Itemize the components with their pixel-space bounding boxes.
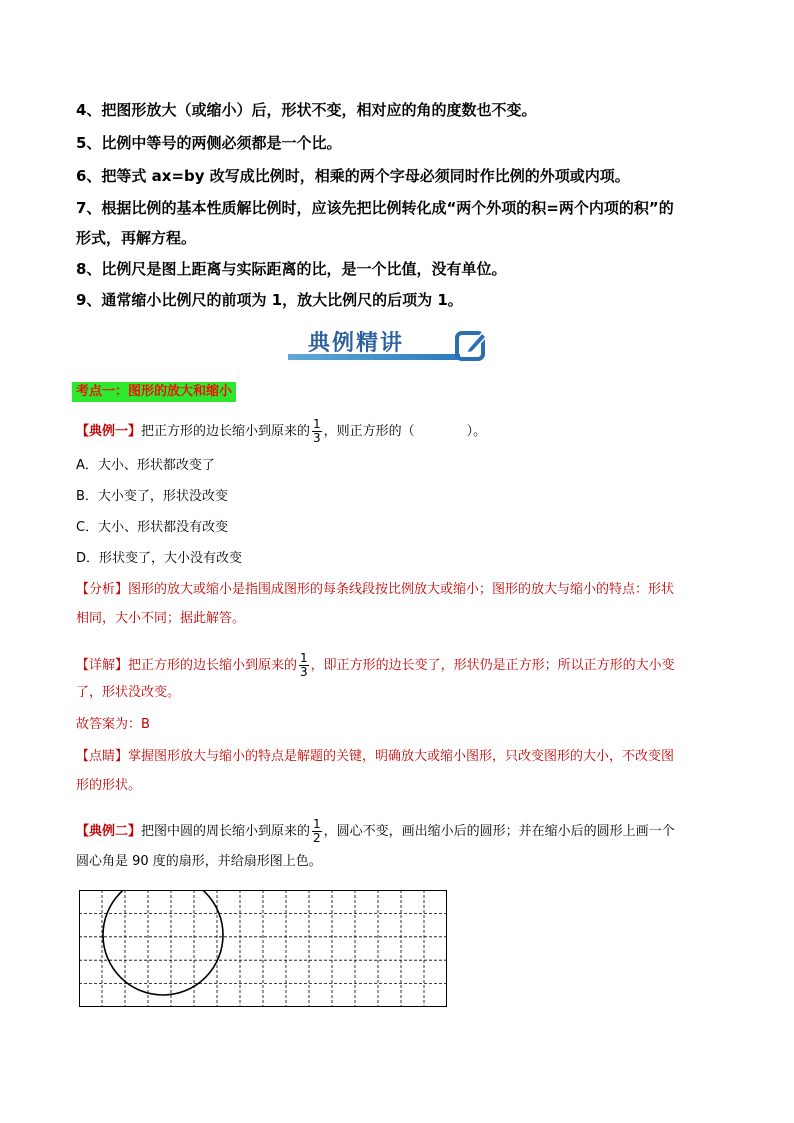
option-c: C．大小、形状都没有改变 [76,520,229,535]
option-d: D．形状变了，大小没有改变 [76,551,243,566]
example1-question [76,418,486,445]
rule-5: 5、比例中等号的两侧必须都是一个比。 [76,134,342,152]
example1-text-after: ，则正方形的（ ）。 [323,424,487,439]
edit-icon [454,328,488,362]
rule-4: 4、把图形放大（或缩小）后，形状不变，相对应的角的度数也不变。 [76,101,537,119]
comment-line-2: 形的形状。 [76,778,142,793]
example2-question: 【典例二】把图中圆的周长缩小到原来的 $\frac{1}{2}$ ，圆心不变，画出缩小后的圆形；并在缩小后的圆形上画一个 [76,817,675,845]
detail-fraction: $\frac{1}{3}$ [300,651,308,679]
rule-6: 6、把等式 ax=by 改写成比例时，相乘的两个字母必须同时作比例的外项或内项。 [76,167,630,185]
grid-lines [79,890,447,1007]
analysis-line-1: 【分析】图形的放大或缩小是指围成图形的每条线段按比例放大或缩小；图形的放大与缩小的特点：形状 [76,582,675,597]
section-banner [288,324,500,366]
example1-tag: 【典例一】 [76,424,142,439]
option-b: B．大小变了，形状没改变 [76,489,228,504]
detail-line-2: 了，形状没改变。 [76,685,181,700]
example2-tag: 【典例二】 [76,824,142,839]
answer-value: B [141,717,150,732]
example1-fraction: $\frac{1}{3}$ [313,417,321,445]
rule-8: 8、比例尺是图上距离与实际距离的比，是一个比值，没有单位。 [76,260,507,278]
kaodian-tag: 考点一：图形的放大和缩小 [72,382,236,402]
original-circle [103,890,223,995]
grid-figure [79,890,449,1008]
rule-7-cont: 形式，再解方程。 [76,229,197,247]
analysis-line-2: 相同，大小不同；据此解答。 [76,611,246,626]
rule-9: 9、通常缩小比例尺的前项为 1，放大比例尺的后项为 1。 [76,291,463,309]
option-a: A．大小、形状都改变了 [76,458,215,473]
comment-line-1: 【点睛】掌握图形放大与缩小的特点是解题的关键，明确放大或缩小图形，只改变图形的大小，不改变图 [76,749,675,764]
detail-line-1: 【详解】把正方形的边长缩小到原来的 $\frac{1}{3}$ ，即正方形的边长变了，形状仍是正方形；所以正方形的大小变 [76,651,675,679]
banner-title: 典例精讲 [308,331,405,356]
rule-7: 7、根据比例的基本性质解比例时，应该先把比例转化成“两个外项的积=两个内项的积”的 [76,199,674,217]
example2-fraction: $\frac{1}{2}$ [313,817,321,845]
example2-line-2: 圆心角是 90 度的扇形，并给扇形图上色。 [76,854,322,869]
answer-line: 故答案为：B [76,717,150,732]
example1-text-before: 把正方形的边长缩小到原来的 [141,424,311,439]
